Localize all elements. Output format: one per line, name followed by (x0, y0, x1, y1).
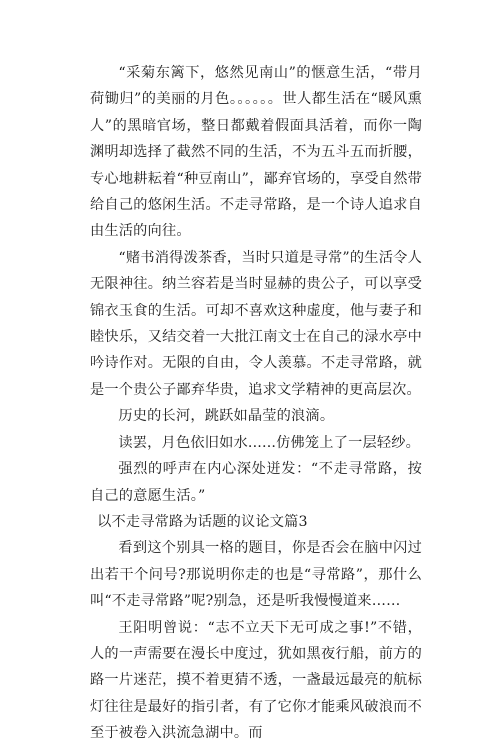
paragraph-history-river: 历史的长河，跳跃如晶莹的浪滴。 (118, 408, 335, 425)
section-title: 以不走寻常路为话题的议论文篇3 (97, 513, 308, 530)
paragraph-topic-intro: 看到这个别具一格的题目，你是否会在脑中闪过出若干个问号?那说明你走的也是“寻常路”，那什么叫“不走寻常路”呢?别急，还是听我慢慢道来…… (90, 540, 422, 610)
paragraph-wang-yangming: 王阳明曾说：“志不立天下无可成之事!”不错，人的一声需要在漫长中度过，犹如黑夜行船，前方的路一片迷茫，摸不着更猜不透，一盏最远最亮的航标灯往往是最好的指引者，有了它你才能乘风破浪而不至于被卷入洪流急湖中。而 (90, 619, 422, 742)
paragraph-moonlight: 读罢，月色依旧如水......仿佛笼上了一层轻纱。 (118, 434, 421, 451)
paragraph-inner-voice: 强烈的呼声在内心深处迸发：“不走寻常路，按自己的意愿生活。” (90, 461, 422, 504)
paragraph-nalan-rongruo: “赌书消得泼茶香，当时只道是寻常”的生活令人无限神往。纳兰容若是当时显赫的贵公子，可以享受锦衣玉食的生活。可却不喜欢这种虚度，他与妻子和睦快乐，又结交着一大批江南文士在自己的渌水亭中吟诗作对。无限的自由，令人羡慕。不走寻常路，就是一个贵公子鄙弃华贵，追求文学精神的更高层次。 (90, 249, 422, 398)
paragraph-tao-yuanming: “采菊东篱下，悠然见南山”的惬意生活，“带月荷锄归”的美丽的月色。。。。。。世人都生活在“暖风熏人”的黑暗官场，整日都戴着假面具活着，而你一陶渊明却选择了截然不同的生活，不为五斗五而折腰，专心地耕耘着“种豆南山”，鄙弃官场的，享受自然带给自己的悠闲生活。不走寻常路，是一个诗人追求自由生活的向往。 (90, 65, 422, 240)
